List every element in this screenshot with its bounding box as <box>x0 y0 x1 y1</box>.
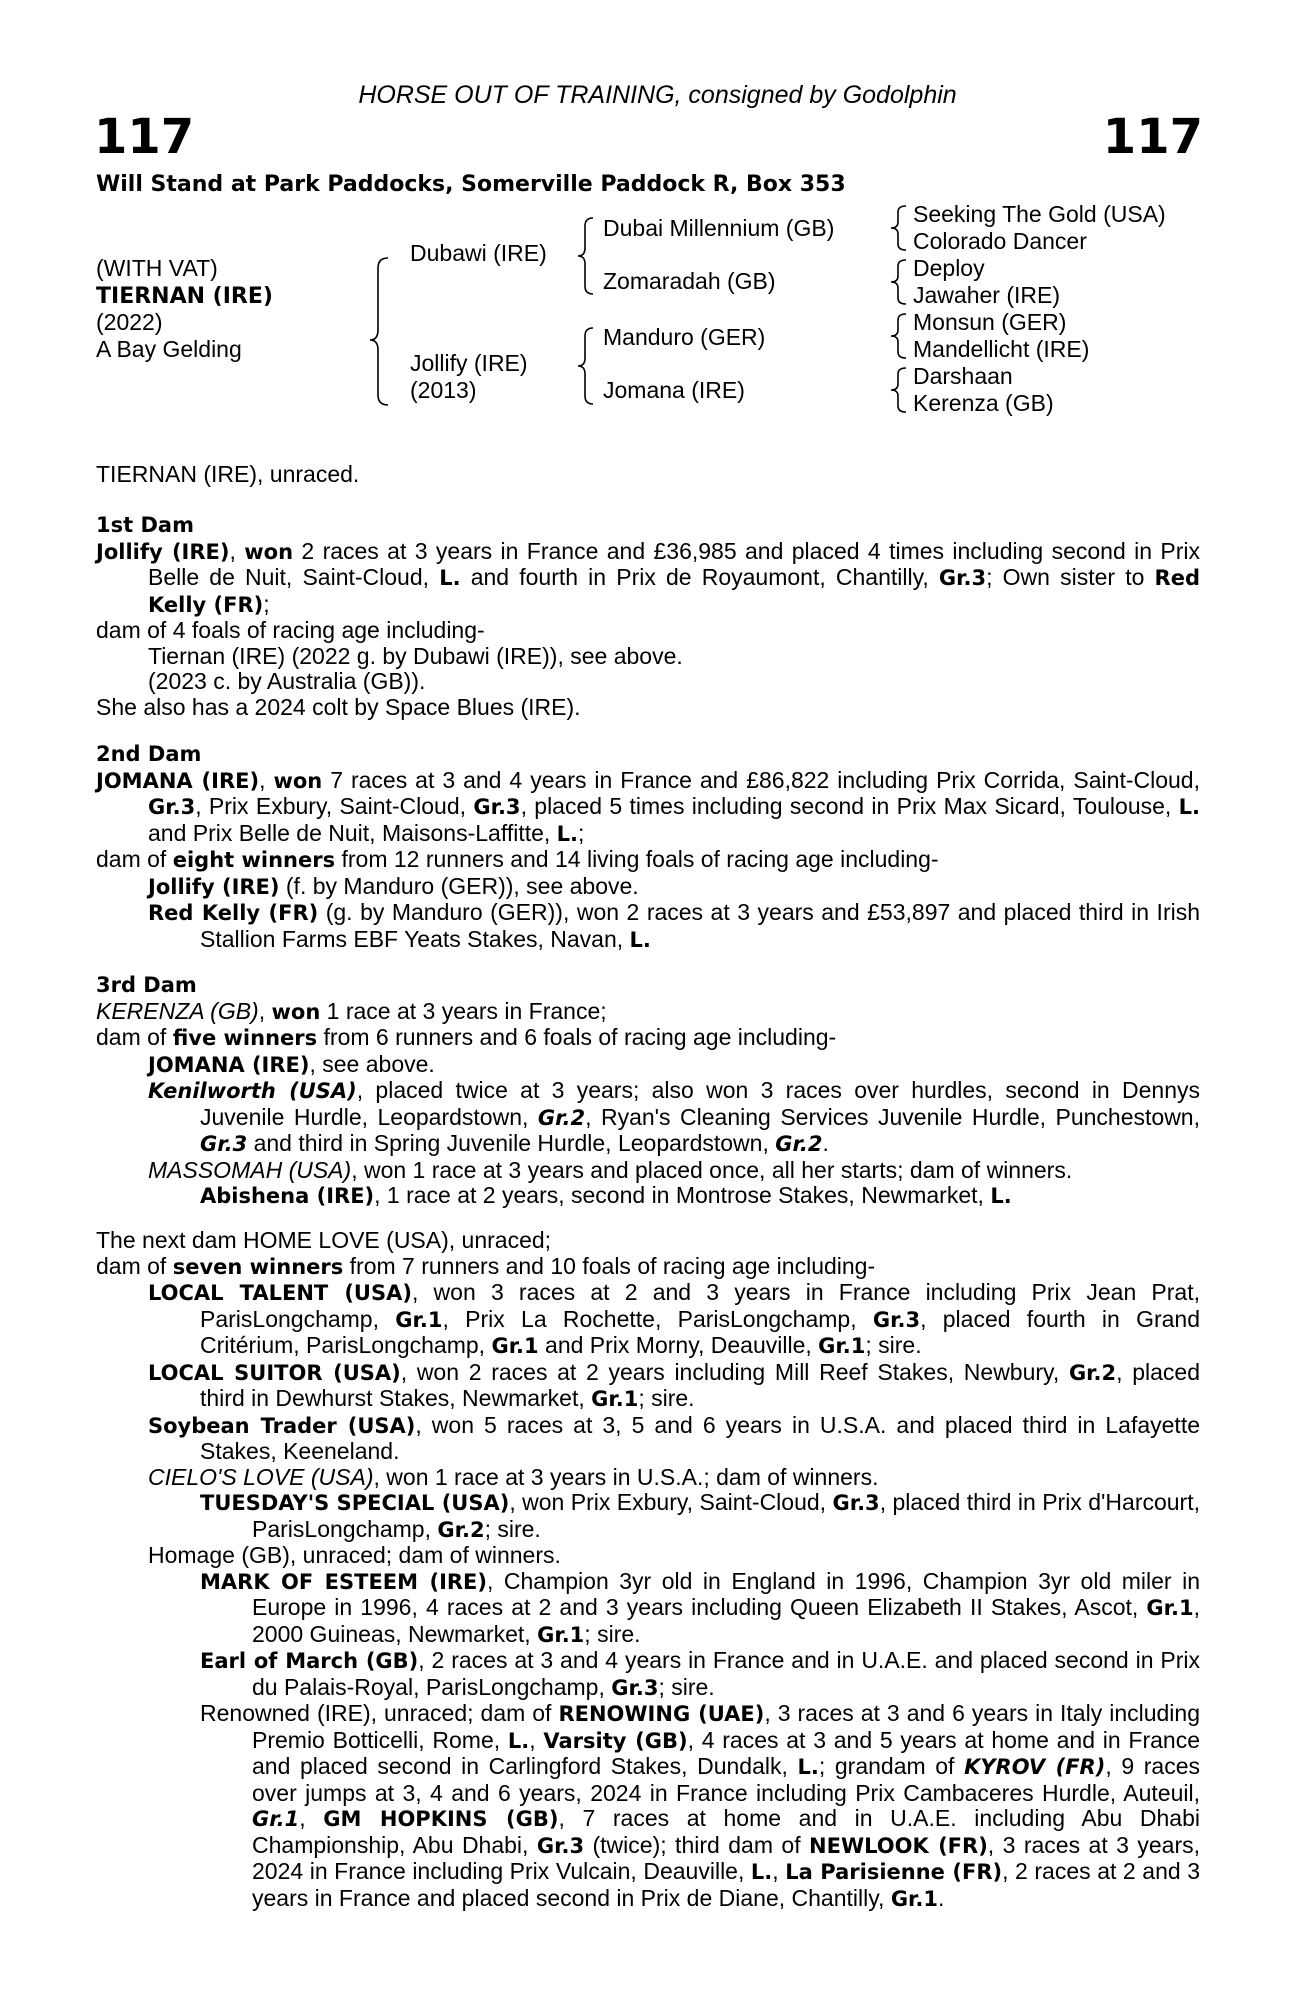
list-item: LOCAL TALENT (USA), won 3 races at 2 and 3 years in France including Prix Jean Prat, ParisLongchamp, Gr.1, Prix La Rochette, ParisLongchamp, Gr.3, placed fourth in Grand Critérium, ParisLongchamp, Gr.1 and Prix Morny, Deauville, Gr.1; sire. <box>148 1279 1200 1358</box>
also-line: She also has a 2024 colt by Space Blues (IRE). <box>96 693 581 720</box>
section-heading: 3rd Dam <box>96 973 197 997</box>
third-dam-section <box>96 973 1200 1210</box>
list-item: Earl of March (GB), 2 races at 3 and 4 years in France and in U.A.E. and placed second in Prix du Palais-Royal, ParisLongchamp, Gr.3; sire. <box>200 1647 1200 1700</box>
list-item: Abishena (IRE), 1 race at 2 years, second in Montrose Stakes, Newmarket, L. <box>200 1182 1012 1208</box>
first-dam-record: Jollify (IRE), won 2 races at 3 years in France and £36,985 and placed 4 times including second in Prix Belle de Nuit, Saint-Cloud, L. and fourth in Prix de Royaumont, Chantilly, Gr.3; Own sister to Red Kelly (FR); <box>96 537 1200 617</box>
list-item: LOCAL SUITOR (USA), won 2 races at 2 years including Mill Reef Stakes, Newbury, Gr.2, placed third in Dewhurst Stakes, Newmarket, Gr.1; sire. <box>148 1358 1201 1411</box>
horse-description: A Bay Gelding <box>96 336 242 362</box>
pedigree-dam-dam: Jomana (IRE) <box>603 377 745 403</box>
list-item: TUESDAY'S SPECIAL (USA), won Prix Exbury, Saint-Cloud, Gr.3, placed third in Prix d'Harcourt, ParisLongchamp, Gr.2; sire. <box>200 1489 1200 1542</box>
lot-number-left: 117 <box>94 109 195 165</box>
pedigree-sire: Dubawi (IRE) <box>410 240 547 266</box>
pedigree-sire-sire: Dubai Millennium (GB) <box>603 215 835 241</box>
list-item: Renowned (IRE), unraced; dam of RENOWING (UAE), 3 races at 3 and 6 years in Italy including Premio Botticelli, Rome, L., Varsity (GB), 4 races at 3 and 5 years at home and in France and placed second in Carlingford Stakes, Dundalk, L.; grandam of KYROV (FR), 9 races over jumps at 3, 4 and 6 years, 2024 in France including Prix Cambaceres Hurdle, Auteuil, Gr.1, GM HOPKINS (GB), 7 races at home and in U.A.E. including Abu Dhabi Championship, Abu Dhabi, Gr.3 (twice); third dam of NEWLOOK (FR), 3 races at 3 years, 2024 in France including Prix Vulcain, Deauville, L., La Parisienne (FR), 2 races at 2 and 3 years in France and placed second in Prix de Diane, Chantilly, Gr.1. <box>200 1700 1201 1911</box>
list-item: MARK OF ESTEEM (IRE), Champion 3yr old in England in 1996, Champion 3yr old miler in Europe in 1996, 4 races at 2 and 3 years including Queen Elizabeth II Stakes, Ascot, Gr.1, 2000 Guineas, Newmarket, Gr.1; sire. <box>200 1567 1200 1647</box>
second-dam-record: JOMANA (IRE), won 7 races at 3 and 4 years in France and £86,822 including Prix Corrida, Saint-Cloud, Gr.3, Prix Exbury, Saint-Cloud, Gr.3, placed 5 times including second in Prix Max Sicard, Toulouse, L. and Prix Belle de Nuit, Maisons-Laffitte, L.; <box>96 766 1200 846</box>
next-dam-section <box>96 1228 1200 1912</box>
vat-note: (WITH VAT) <box>96 255 218 281</box>
foals-line: dam of 4 foals of racing age including- <box>96 617 485 643</box>
next-dam-intro: The next dam HOME LOVE (USA), unraced; <box>96 1227 552 1253</box>
stand-location: Will Stand at Park Paddocks, Somerville Paddock R, Box 353 <box>96 172 846 197</box>
foals-line: dam of five winners from 6 runners and 6 foals of racing age including- <box>96 1024 837 1050</box>
list-item: Soybean Trader (USA), won 5 races at 3, 5 and 6 years in U.S.A. and placed third in Lafayette Stakes, Keeneland. <box>148 1411 1200 1464</box>
third-dam-record: KERENZA (GB), won 1 race at 3 years in France; <box>96 997 607 1024</box>
list-item: JOMANA (IRE), see above. <box>148 1050 435 1077</box>
section-heading: 2nd Dam <box>96 742 202 766</box>
foals-line: dam of seven winners from 7 runners and 10 foals of racing age including- <box>96 1252 876 1279</box>
pedigree-dam-sire: Manduro (GER) <box>603 324 766 350</box>
pedigree-dds: Darshaan <box>913 363 1013 389</box>
first-dam-section <box>96 513 1200 720</box>
pedigree-ddd: Kerenza (GB) <box>913 390 1054 416</box>
pedigree-dsd: Mandellicht (IRE) <box>913 336 1090 362</box>
list-item: MASSOMAH (USA), won 1 race at 3 years and placed once, all her starts; dam of winners. <box>148 1156 1073 1183</box>
horse-summary: TIERNAN (IRE), unraced. <box>96 461 360 487</box>
horse-year: (2022) <box>96 309 163 335</box>
list-item: CIELO'S LOVE (USA), won 1 race at 3 years in U.S.A.; dam of winners. <box>148 1463 879 1490</box>
pedigree-ssd: Colorado Dancer <box>913 228 1087 254</box>
foals-line: dam of eight winners from 12 runners and 14 living foals of racing age including- <box>96 846 939 872</box>
list-item: Tiernan (IRE) (2022 g. by Dubawi (IRE)), see above. <box>148 642 683 669</box>
list-item: Kenilworth (USA), placed twice at 3 years; also won 3 races over hurdles, second in Dennys Juvenile Hurdle, Leopardstown, Gr.2, Ryan's Cleaning Services Juvenile Hurdle, Punchestown, Gr.3 and third in Spring Juvenile Hurdle, Leopardstown, Gr.2. <box>148 1077 1200 1156</box>
pedigree-sire-dam: Zomaradah (GB) <box>603 268 776 294</box>
lot-number-right: 117 <box>1102 109 1203 165</box>
pedigree-dam-year: (2013) <box>410 377 477 403</box>
list-item: Jollify (IRE) (f. by Manduro (GER)), see above. <box>148 872 639 899</box>
list-item: Homage (GB), unraced; dam of winners. <box>148 1542 561 1568</box>
pedigree-dam: Jollify (IRE) <box>410 350 528 376</box>
horse-name: TIERNAN (IRE) <box>96 284 273 309</box>
pedigree-sds: Deploy <box>913 255 985 281</box>
pedigree-sss: Seeking The Gold (USA) <box>913 201 1166 227</box>
second-dam-section <box>96 742 1200 953</box>
pedigree-dss: Monsun (GER) <box>913 309 1067 335</box>
list-item: Red Kelly (FR) (g. by Manduro (GER)), won 2 races at 3 years and £53,897 and placed third in Irish Stallion Farms EBF Yeats Stakes, Navan, L. <box>148 899 1201 952</box>
list-item: (2023 c. by Australia (GB)). <box>148 668 426 694</box>
catalogue-header: HORSE OUT OF TRAINING, consigned by Godolphin <box>358 81 957 109</box>
pedigree-sdd: Jawaher (IRE) <box>913 282 1060 308</box>
section-heading: 1st Dam <box>96 513 194 537</box>
